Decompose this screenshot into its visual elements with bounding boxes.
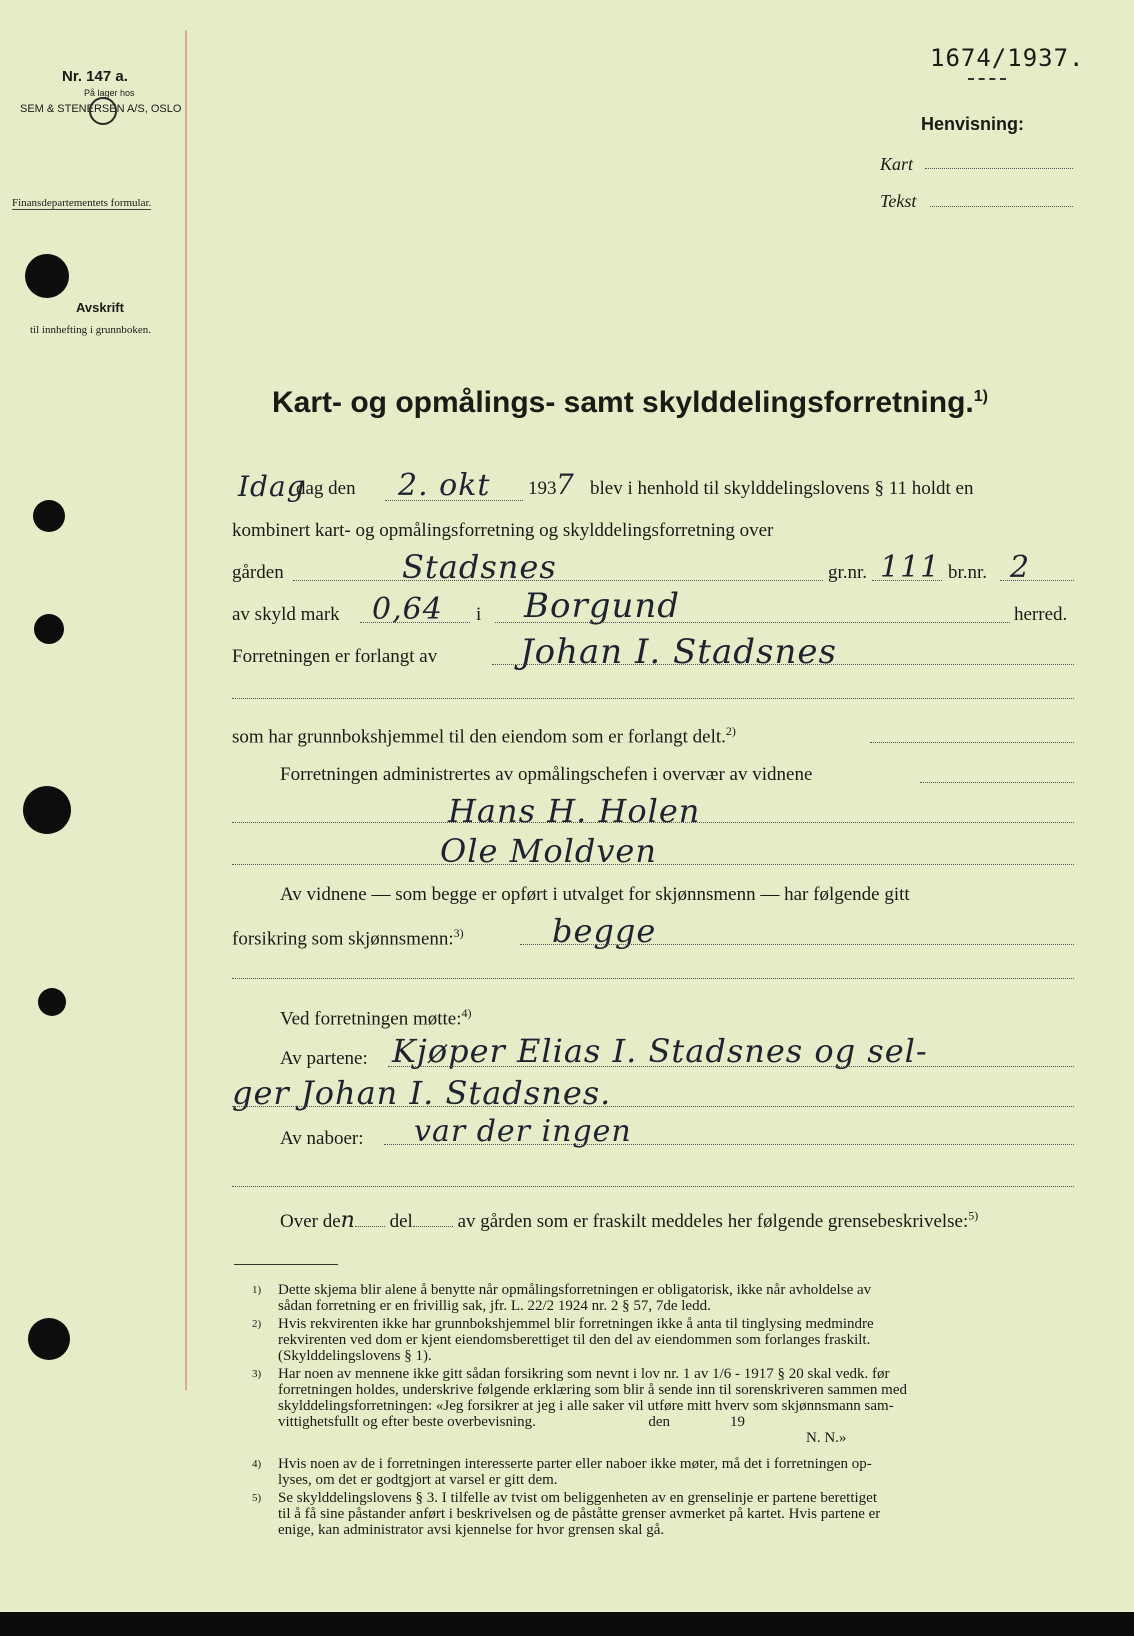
line8: Av vidnene — som begge er opført i utvalget for skjønnsmenn — har følgende gitt xyxy=(280,884,910,905)
binder-hole-icon xyxy=(33,500,65,532)
line6-text: som har grunnbokshjemmel til den eiendom som er forlangt delt. xyxy=(232,726,726,748)
line13-a: Over de xyxy=(280,1211,341,1232)
line2: kombinert kart- og opmålingsforretning og skylddelingsforretning over xyxy=(232,520,774,541)
footnote-1 xyxy=(252,1282,1078,1314)
hw-grnr: 111 xyxy=(880,550,941,585)
footnote-mark: 2) xyxy=(252,1318,262,1330)
blank-line-2 xyxy=(232,978,1074,979)
copy-label: Avskrift xyxy=(76,300,124,315)
footnote-line: vittighetsfullt og efter beste overbevisning. den 19 xyxy=(278,1414,746,1430)
blank-line-3 xyxy=(232,1186,1074,1187)
margin-rule xyxy=(185,30,187,1390)
page-title xyxy=(272,386,988,420)
herred-line xyxy=(495,622,1010,623)
footnote-line: rekvirenten ved dom er kjent eiendomsberettiget til den del av eiendommen som forlanges fraskilt. xyxy=(278,1332,871,1348)
copy-sub: til innhefting i grunnboken. xyxy=(30,324,151,336)
line1-dag: dag den xyxy=(296,478,356,499)
footnote-line: Se skylddelingslovens § 3. I tilfelle av tvist om beliggenheten av en grenselinje er partene berettiget xyxy=(278,1490,877,1506)
hw-skyld: 0,64 xyxy=(372,592,443,627)
line7: Forretningen administrertes av opmålingschefen i overvær av vidnene xyxy=(280,764,813,785)
hw-herred: Borgund xyxy=(524,586,681,626)
form-origin: Finansdepartementets formular. xyxy=(12,197,152,209)
requester-line xyxy=(492,664,1074,665)
footnote-line: forretningen holdes, underskrive følgende erklæring som blir å sende inn til sorenskriveren sammen med xyxy=(278,1382,908,1398)
hw-n: n xyxy=(340,1208,355,1233)
reference-text-line xyxy=(930,206,1073,207)
parties-line xyxy=(388,1066,1074,1067)
hw-neighbors: var der ingen xyxy=(414,1114,632,1149)
footnote-line: enige, kan administrator avsi kjennelse for hvor grensen skal gå. xyxy=(278,1522,665,1538)
skyld-label: av skyld mark xyxy=(232,604,340,625)
line10 xyxy=(280,1006,472,1030)
hw-day: Idag xyxy=(238,470,306,503)
scan-border xyxy=(0,1612,1134,1636)
footnote-5 xyxy=(252,1490,1078,1538)
neighbors-line xyxy=(384,1144,1074,1145)
line10-text: Ved forretningen møtte: xyxy=(280,1008,462,1030)
publisher-stamp-icon xyxy=(89,97,117,125)
footnote-4 xyxy=(252,1456,1078,1488)
farm-line xyxy=(293,580,823,581)
line1-year: 193 xyxy=(528,478,557,499)
neighbors-label: Av naboer: xyxy=(280,1128,364,1149)
hw-year-digit: 7 xyxy=(556,468,575,501)
binder-hole-icon xyxy=(34,614,64,644)
line6-footnote-ref: 2) xyxy=(725,724,736,738)
line13-b: del xyxy=(389,1211,413,1232)
footnote-mark: 3) xyxy=(252,1368,262,1380)
blank-line xyxy=(232,698,1074,699)
reference-label: Henvisning: xyxy=(921,114,1025,134)
reference-text-label: Tekst xyxy=(880,191,917,211)
title-footnote-ref: 1) xyxy=(973,388,988,405)
skyld-line xyxy=(360,622,470,623)
title-text: Kart- og opmålings- samt skylddelingsforretning. xyxy=(272,386,974,419)
line13 xyxy=(280,1208,978,1233)
hw-witness1: Hans H. Holen xyxy=(448,792,701,830)
footnote-3 xyxy=(252,1366,1078,1446)
line9 xyxy=(232,926,464,950)
footnote-2 xyxy=(252,1316,1078,1364)
farm-label: gården xyxy=(232,562,284,583)
binder-hole-icon xyxy=(23,786,71,834)
publisher-line: På lager hos xyxy=(84,88,135,98)
binder-hole-icon xyxy=(38,988,66,1016)
footnote-mark: 5) xyxy=(252,1492,262,1504)
parties-label: Av partene: xyxy=(280,1048,368,1069)
footnote-line: (Skylddelingslovens § 1). xyxy=(278,1348,432,1364)
line10-footnote-ref: 4) xyxy=(461,1006,472,1020)
skyld-i: i xyxy=(476,604,482,625)
line9-line xyxy=(520,944,1074,945)
line7-line xyxy=(920,782,1074,783)
footnote-line: Hvis noen av de i forretningen interesserte parter eller naboer ikke møter, må det i forretningen op- xyxy=(278,1456,872,1472)
footnote-rule xyxy=(234,1264,338,1265)
hw-brnr: 2 xyxy=(1010,550,1031,585)
parties-line-2 xyxy=(232,1106,1074,1107)
hw-parties-line1: Kjøper Elias I. Stadsnes og sel- xyxy=(392,1032,928,1070)
witness1-line xyxy=(232,822,1074,823)
binder-hole-icon xyxy=(28,1318,70,1360)
binder-hole-icon xyxy=(25,254,69,298)
witness2-line xyxy=(232,864,1074,865)
hw-farm: Stadsnes xyxy=(402,548,557,586)
footnote-line: Dette skjema blir alene å benytte når opmålingsforretningen er obligatorisk, ikke når avholdelse av xyxy=(278,1282,872,1298)
line13-c: av gården som er fraskilt meddeles her følgende grensebeskrivelse: xyxy=(457,1211,969,1232)
herred-label: herred. xyxy=(1014,604,1068,625)
grnr-label: gr.nr. xyxy=(828,562,868,583)
line6-line xyxy=(870,742,1074,743)
reference-map-line xyxy=(925,168,1073,169)
footnote-line: lyses, om det er godtgjort at varsel er gitt dem. xyxy=(278,1472,558,1488)
footnote-line: skylddelingsforretningen: «Jeg forsikrer at jeg i alle saker vil utføre mitt hverv som skjønnsmann sam- xyxy=(278,1398,894,1414)
footnote-mark: 1) xyxy=(252,1284,262,1296)
footnote-signature: N. N.» xyxy=(806,1430,847,1446)
brnr-label: br.nr. xyxy=(948,562,988,583)
line9-text: forsikring som skjønnsmenn: xyxy=(232,928,454,950)
grnr-line xyxy=(872,580,942,581)
line1-rest: blev i henhold til skylddelingslovens § 11 holdt en xyxy=(590,478,974,499)
footnote-line: Har noen av mennene ikke gitt sådan forsikring som nevnt i lov nr. 1 av 1/6 - 1917 § 20 skal vedk. før xyxy=(278,1366,890,1382)
brnr-line xyxy=(1000,580,1074,581)
hw-witness2: Ole Moldven xyxy=(440,832,657,870)
reference-map-label: Kart xyxy=(880,154,914,174)
form-number: Nr. 147 a. xyxy=(62,68,128,85)
hw-date: 2. okt xyxy=(398,468,491,503)
line6 xyxy=(232,724,736,748)
requester-label: Forretningen er forlangt av xyxy=(232,646,438,667)
hw-both: begge xyxy=(552,912,657,950)
footnote-line: til å få sine påstander anført i beskrivelsen og de påståtte grenser avmerket på kartet. Hvis partene er xyxy=(278,1506,881,1522)
hw-parties-line2: ger Johan I. Stadsnes. xyxy=(232,1074,612,1112)
hw-requester: Johan I. Stadsnes xyxy=(520,632,837,672)
line9-footnote-ref: 3) xyxy=(453,926,464,940)
document-number: 1674/1937. xyxy=(930,44,1085,72)
footnote-mark: 4) xyxy=(252,1458,262,1470)
line13-footnote-ref: 5) xyxy=(968,1208,979,1223)
publisher-name: SEM & STENERSEN A/S, OSLO xyxy=(20,103,182,115)
footnote-line: sådan forretning er en frivillig sak, jfr. L. 22/2 1924 nr. 2 § 57, 7de ledd. xyxy=(278,1298,711,1314)
date-line xyxy=(385,500,523,501)
number-underline xyxy=(968,78,1006,80)
footnote-line: Hvis rekvirenten ikke har grunnbokshjemmel blir forretningen ikke å anta til tinglysing medmindre xyxy=(278,1316,874,1332)
